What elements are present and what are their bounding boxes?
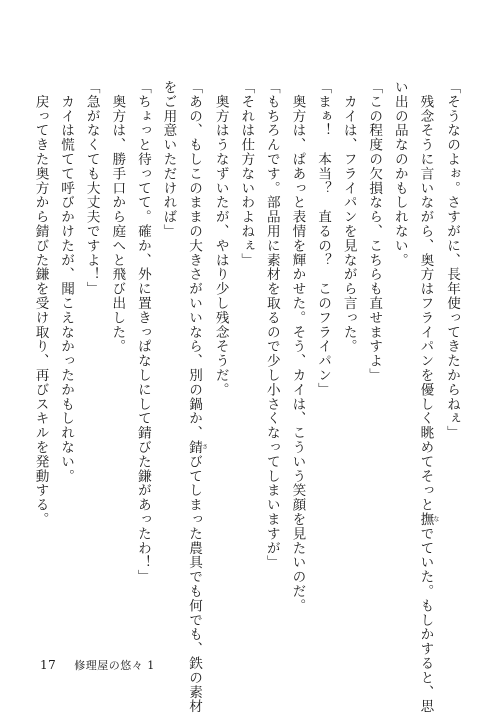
text-line: 「ちょっと待ってて。確か、外に置きっぱなしにして錆びた鎌があったわ！」 [134,80,151,584]
text-line: 残念そうに言いながら、奥方はフライパンを優しく眺めてそっと撫なでていた。もしかすると、思 [417,80,439,714]
book-title: 修理屋の悠々 1 [74,659,155,672]
text-line: 「この程度の欠損なら、こちらも直せますよ」 [366,80,383,383]
furigana-ruby: 錆さ [186,440,208,455]
text-line: をご用意いただければ」 [160,80,177,239]
text-line: 「それは仕方ないわよねぇ」 [238,80,255,268]
text-line: 奥方はうなずいたが、やはり少し残念そうだ。 [212,80,229,397]
text-line: 「もちろんです。部品用に素材を取るので少し小さくなってしまいますが」 [263,80,280,570]
text-line: 「あの、もしこのままの大きさがいいなら、別の鍋か、錆さびてしまった農具でも何でも、鉄の素材 [186,80,208,714]
page-number: 17 [40,658,57,672]
page-footer [40,657,155,673]
text-line: カイは、フライパンを見ながら言った。 [340,80,357,354]
furigana-ruby: 撫な [417,512,439,527]
text-line: い出の品なのかもしれない。 [391,80,408,268]
text-line: 「急がなくても大丈夫ですよ！」 [83,80,100,296]
text-line: 「そうなのよぉ。さすがに、長年使ってきたからねぇ」 [444,80,460,440]
text-line: カイは慌てて呼びかけたが、聞こえなかったかもしれない。 [58,80,75,484]
text-line: 奥方は、勝手口から庭へと飛び出した。 [109,80,126,354]
text-line: 「まぁ！ 本当？ 直るの？ このフライパン」 [315,80,332,397]
text-line: 奥方は、ぱあっと表情を輝かせた。そう、カイは、こういう笑顔を見たいのだ。 [289,80,306,613]
text-line: 戻ってきた奥方から錆びた鎌を受け取り、再びスキルを発動する。 [32,80,49,527]
